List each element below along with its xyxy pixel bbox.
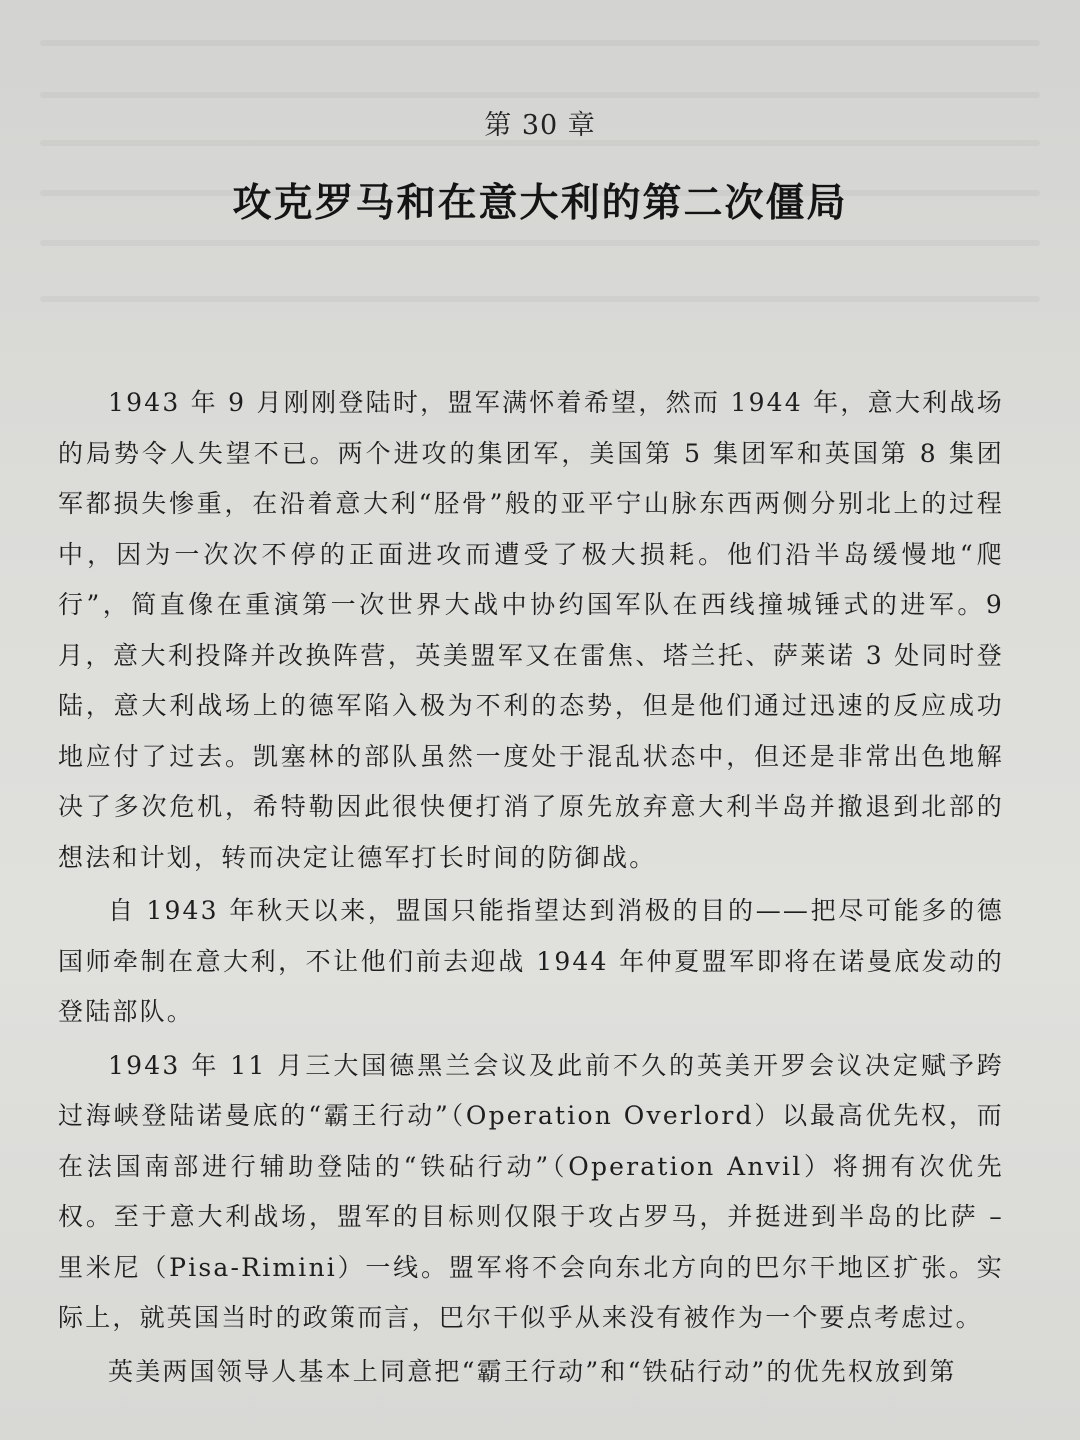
show-through-line [40, 240, 1040, 246]
paragraph: 英美两国领导人基本上同意把“霸王行动”和“铁砧行动”的优先权放到第 [108, 1356, 957, 1386]
paragraph: 1943 年 11 月三大国德黑兰会议及此前不久的英美开罗会议决定赋予跨过海峡登陆诺曼底的“霸王行动”（Operation Overlord）以最高优先权，而在法国南部进行辅助登陆的“铁砧行动”（Operation Anvil）将拥有次优先权。至于意大利战场，盟军的目标则仅限于攻占罗马，并挺进到半岛的比萨 – 里米尼（Pisa-Rimini）一线。盟军将不会向东北方向的巴尔干地区扩张。实际上，就英国当时的政策而言，巴尔干似乎从来没有被作为一个要点考虑过。 [58, 1050, 1004, 1332]
paragraph: 自 1943 年秋天以来，盟国只能指望达到消极的目的——把尽可能多的德国师牵制在意大利，不让他们前去迎战 1944 年仲夏盟军即将在诺曼底发动的登陆部队。 [58, 896, 1004, 1026]
chapter-number: 第 30 章 [484, 110, 596, 141]
chapter-title: 攻克罗马和在意大利的第二次僵局 [232, 181, 848, 226]
show-through-line [40, 92, 1040, 98]
body-text [58, 378, 1004, 1397]
show-through-line [40, 296, 1040, 302]
paragraph: 1943 年 9 月刚刚登陆时，盟军满怀着希望，然而 1944 年，意大利战场的局势令人失望不已。两个进攻的集团军，美国第 5 集团军和英国第 8 集团军都损失惨重，在沿着意大利“胫骨”般的亚平宁山脉东西两侧分别北上的过程中，因为一次次不停的正面进攻而遭受了极大损耗。他们沿半岛缓慢地“爬行”，简直像在重演第一次世界大战中协约国军队在西线撞城锤式的进军。9 月，意大利投降并改换阵营，英美盟军又在雷焦、塔兰托、萨莱诺 3 处同时登陆，意大利战场上的德军陷入极为不利的态势，但是他们通过迅速的反应成功地应付了过去。凯塞林的部队虽然一度处于混乱状态中，但还是非常出色地解决了多次危机，希特勒因此很快便打消了原先放弃意大利半岛并撤退到北部的想法和计划，转而决定让德军打长时间的防御战。 [58, 388, 1004, 872]
show-through-line [40, 40, 1040, 46]
